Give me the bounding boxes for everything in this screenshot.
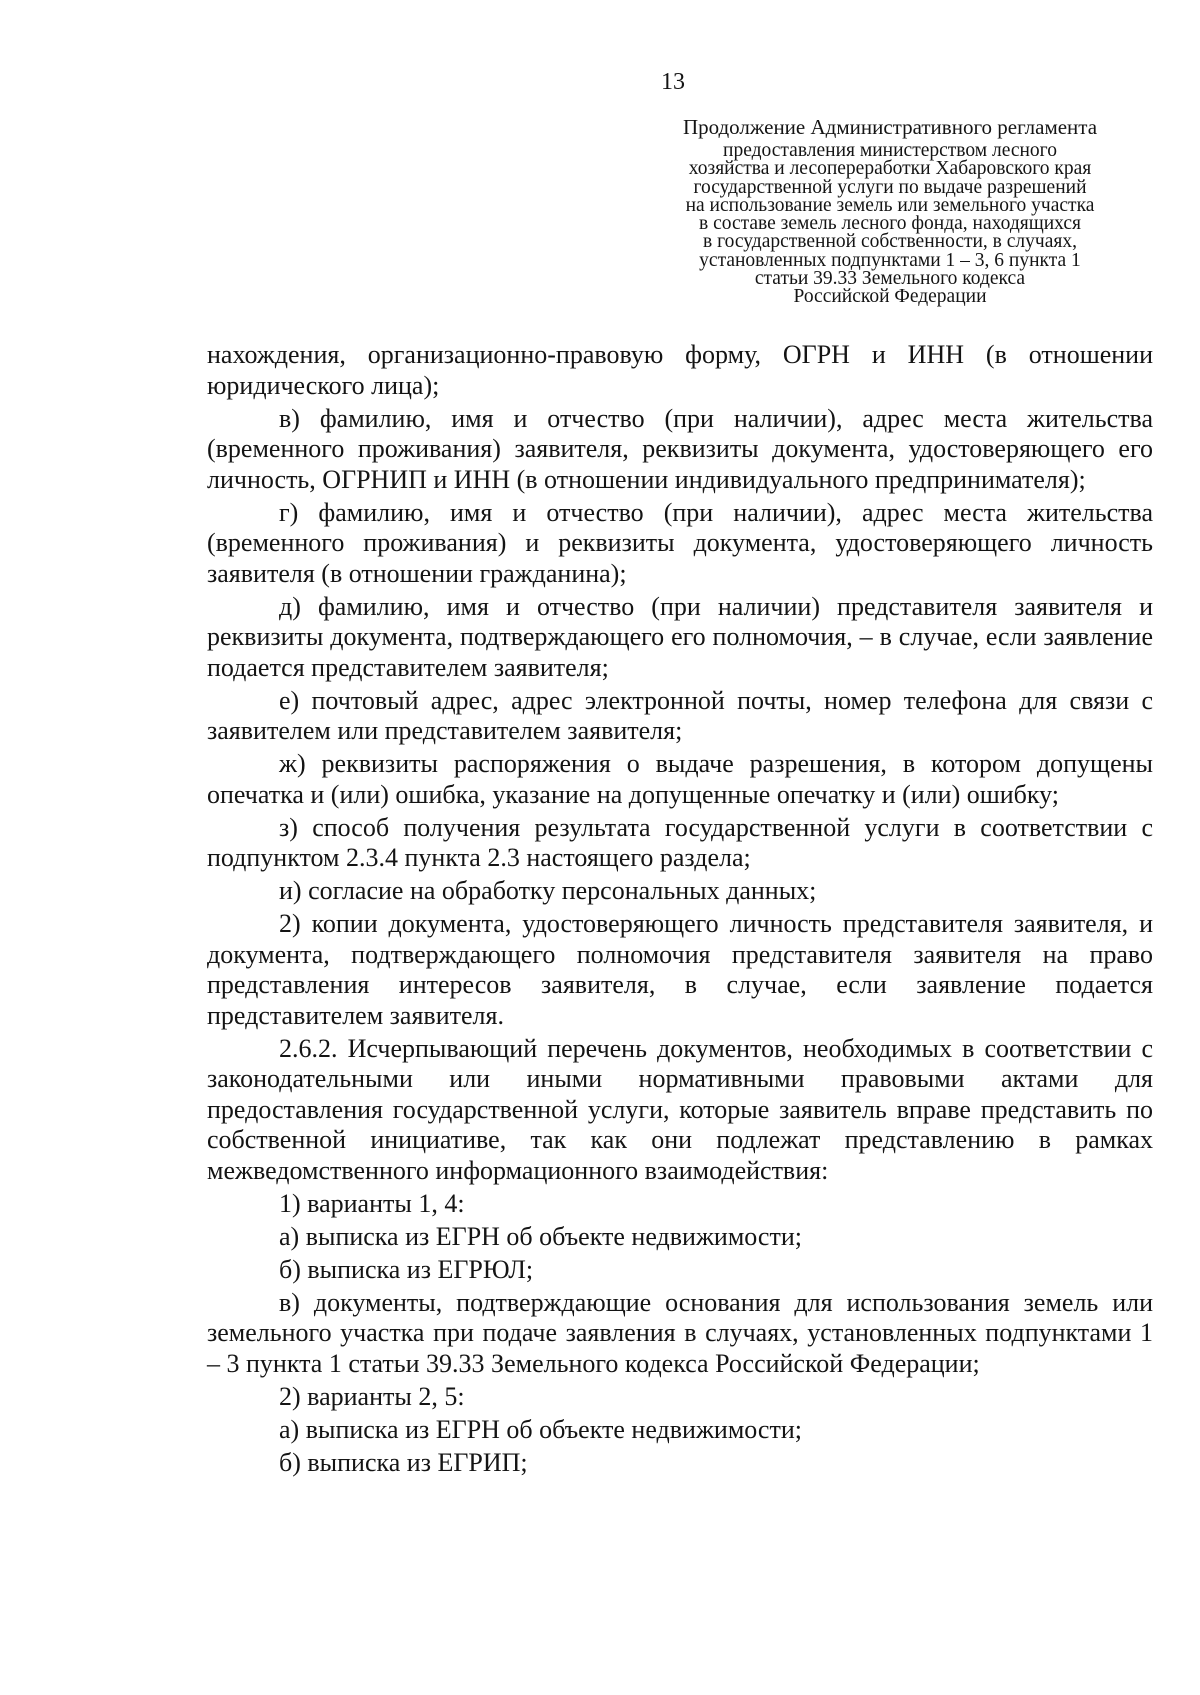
regulation-header [640, 116, 1140, 307]
header-line: в государственной собственности, в случаях, [703, 231, 1077, 253]
list-item: 1) варианты 1, 4: [279, 1188, 465, 1218]
header-line: Российской Федерации [793, 286, 987, 308]
paragraph: г) фамилию, имя и отчество (при наличии), адрес места жительства (временного проживания) и реквизиты документа, удостоверяющего личность заявителя (в отношении гражданина); [207, 497, 1153, 588]
list-item: 2) варианты 2, 5: [279, 1381, 465, 1411]
paragraph: д) фамилию, имя и отчество (при наличии) представителя заявителя и реквизиты документа, подтверждающего его полномочия, – в случае, если заявление подается представителем заявителя; [207, 591, 1153, 682]
list-item: в) документы, подтверждающие основания для использования земель или земельного участка при подаче заявления в случаях, установленных подпунктами 1 – 3 пункта 1 статьи 39.33 Земельного кодекса Российской Федерации; [207, 1287, 1153, 1378]
header-line: государственной услуги по выдаче разрешений [693, 176, 1087, 198]
header-line: в составе земель лесного фонда, находящихся [699, 213, 1081, 235]
list-item: а) выписка из ЕГРН об объекте недвижимости; [279, 1414, 802, 1444]
list-item: б) выписка из ЕГРЮЛ; [279, 1254, 534, 1284]
paragraph: нахождения, организационно-правовую форму, ОГРН и ИНН (в отношении юридического лица); [207, 340, 1153, 400]
paragraph: в) фамилию, имя и отчество (при наличии), адрес места жительства (временного проживания) заявителя, реквизиты документа, удостоверяющего его личность, ОГРНИП и ИНН (в отношении индивидуального предпринимателя); [207, 403, 1153, 494]
paragraph: 2.6.2. Исчерпывающий перечень документов, необходимых в соответствии с законодательными или иными нормативными правовыми актами для предоставления государственной услуги, которые заявитель вправе представить по собственной инициативе, так как они подлежат представлению в рамках межведомственного информационного взаимодействия: [207, 1033, 1153, 1185]
paragraph: 2) копии документа, удостоверяющего личность представителя заявителя, и документа, подтверждающего полномочия представителя заявителя на право представления интересов заявителя, в случае, если заявление подается представителем заявителя. [207, 909, 1153, 1030]
document-body [207, 340, 1153, 1478]
page-number: 13 [661, 69, 685, 95]
header-line: статьи 39.33 Земельного кодекса [754, 268, 1026, 290]
list-item: а) выписка из ЕГРН об объекте недвижимости; [279, 1221, 802, 1251]
header-line: на использование земель или земельного участка [685, 194, 1095, 216]
paragraph: з) способ получения результата государственной услуги в соответствии с подпунктом 2.3.4 пункта 2.3 настоящего раздела; [207, 812, 1153, 872]
paragraph: и) согласие на обработку персональных данных; [279, 876, 817, 905]
header-line: предоставления министерством лесного [723, 140, 1057, 161]
header-line: установленных подпунктами 1 – 3, 6 пункта 1 [699, 249, 1081, 271]
paragraph: ж) реквизиты распоряжения о выдаче разрешения, в котором допущены опечатка и (или) ошибка, указание на допущенные опечатку и (или) ошибку; [207, 749, 1153, 809]
list-item: б) выписка из ЕГРИП; [279, 1447, 528, 1477]
header-line: хозяйства и лесопереработки Хабаровского края [688, 158, 1092, 180]
paragraph: е) почтовый адрес, адрес электронной почты, номер телефона для связи с заявителем или представителем заявителя; [207, 685, 1153, 745]
header-line: Продолжение Административного регламента [682, 115, 1098, 139]
